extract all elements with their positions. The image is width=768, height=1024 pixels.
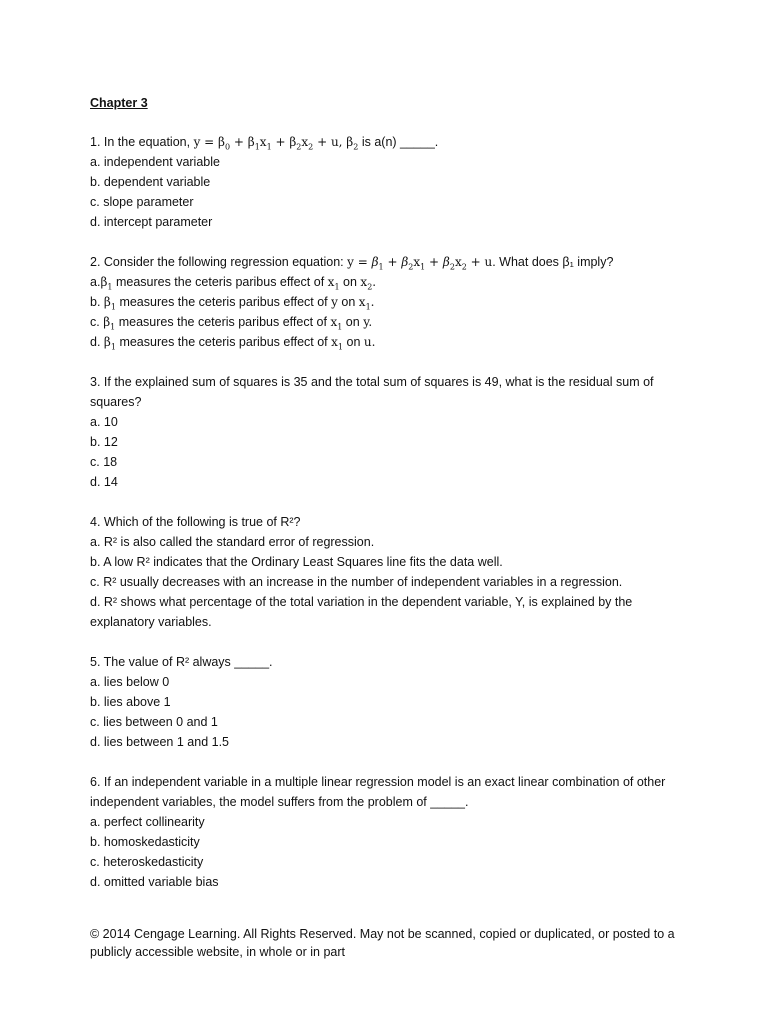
question-4 bbox=[90, 512, 670, 632]
q1-option-b: b. dependent variable bbox=[90, 175, 211, 189]
q5-option-a: a. lies below 0 bbox=[90, 675, 170, 689]
q1-option-a: a. independent variable bbox=[90, 155, 220, 169]
copyright-footer: © 2014 Cengage Learning. All Rights Reserved. May not be scanned, copied or duplicated, or posted to a publicly accessible website, in whole or in part bbox=[90, 927, 675, 959]
q6-option-a: a. perfect collinearity bbox=[90, 815, 205, 829]
q4-option-a: a. R² is also called the standard error of regression. bbox=[90, 535, 375, 549]
q2-prefix: 2. Consider the following regression equation: bbox=[90, 255, 344, 269]
q2-option-b: b. $\beta_1$ measures the ceteris paribus effect of y on $x_1$. bbox=[90, 295, 375, 312]
q2-option-a-text: measures the ceteris paribus effect of bbox=[115, 275, 325, 289]
q1-equation: $y = \beta_0 + \beta_1x_1 + \beta_2x_2 + u$, $\beta_2$ bbox=[193, 135, 359, 152]
q2-option-a-letter: a. bbox=[90, 275, 101, 289]
question-5-stem: 5. The value of R² always _____. bbox=[90, 655, 273, 669]
q3-option-c: c. 18 bbox=[90, 455, 118, 469]
q2-option-d-text: measures the ceteris paribus effect of bbox=[119, 335, 328, 349]
q3-option-d: d. 14 bbox=[90, 475, 118, 489]
q5-option-d: d. lies between 1 and 1.5 bbox=[90, 735, 229, 749]
q2-option-c-letter: c. bbox=[90, 315, 100, 329]
q2-option-c-on: on bbox=[345, 315, 360, 329]
q2-option-c-text: measures the ceteris paribus effect of bbox=[118, 315, 327, 329]
q1-option-d: d. intercept parameter bbox=[90, 215, 213, 229]
q1-option-c: c. slope parameter bbox=[90, 195, 194, 209]
question-3-stem: 3. If the explained sum of squares is 35 and the total sum of squares is 49, what is the residual sum of squares? bbox=[90, 375, 654, 409]
q2-option-a-on: on bbox=[343, 275, 357, 289]
q2-option-a: $a.\beta_1$ measures the ceteris paribus effect of $x_1$ on $x_2$. bbox=[90, 275, 377, 292]
q2-option-d-on: on bbox=[346, 335, 361, 349]
q2-option-d-letter: d. bbox=[90, 335, 101, 349]
q1-prefix: 1. In the equation, bbox=[90, 135, 191, 149]
question-5 bbox=[90, 652, 670, 752]
q2-option-b-on: on bbox=[341, 295, 356, 309]
question-6-stem: 6. If an independent variable in a multiple linear regression model is an exact linear combination of other independent variables, the model suffers from the problem of _____. bbox=[90, 775, 666, 809]
q5-option-b: b. lies above 1 bbox=[90, 695, 171, 709]
question-6 bbox=[90, 772, 670, 892]
chapter-heading: Chapter 3 bbox=[90, 96, 148, 110]
question-2-stem bbox=[90, 252, 670, 272]
q1-suffix: is a(n) _____. bbox=[361, 135, 439, 149]
q2-equation: $y = \beta_1 + \beta_2x_1 + \beta_2x_2 + u$ bbox=[347, 255, 493, 272]
q2-suffix: . What does β₁ imply? bbox=[492, 255, 614, 269]
q6-option-b: b. homoskedasticity bbox=[90, 835, 200, 849]
question-2 bbox=[90, 252, 670, 352]
q2-option-b-letter: b. bbox=[90, 295, 101, 309]
q3-option-a: a. 10 bbox=[90, 415, 118, 429]
q4-option-c: c. R² usually decreases with an increase in the number of independent variables in a regression. bbox=[90, 575, 623, 589]
q5-option-c: c. lies between 0 and 1 bbox=[90, 715, 218, 729]
question-1 bbox=[90, 132, 670, 232]
q4-option-b: b. A low R² indicates that the Ordinary Least Squares line fits the data well. bbox=[90, 555, 503, 569]
q4-option-d: d. R² shows what percentage of the total variation in the dependent variable, Y, is explained by the explanatory variables. bbox=[90, 595, 633, 629]
q2-option-d: d. $\beta_1$ measures the ceteris paribus effect of $x_1$ on u. bbox=[90, 335, 376, 352]
question-1-stem bbox=[90, 132, 670, 152]
question-4-stem: 4. Which of the following is true of R²? bbox=[90, 515, 301, 529]
q6-option-c: c. heteroskedasticity bbox=[90, 855, 204, 869]
q3-option-b: b. 12 bbox=[90, 435, 118, 449]
question-3 bbox=[90, 372, 670, 492]
q6-option-d: d. omitted variable bias bbox=[90, 875, 219, 889]
q2-option-c: c. $\beta_1$ measures the ceteris paribus effect of $x_1$ on y. bbox=[90, 315, 373, 332]
q2-option-b-text: measures the ceteris paribus effect of bbox=[119, 295, 328, 309]
